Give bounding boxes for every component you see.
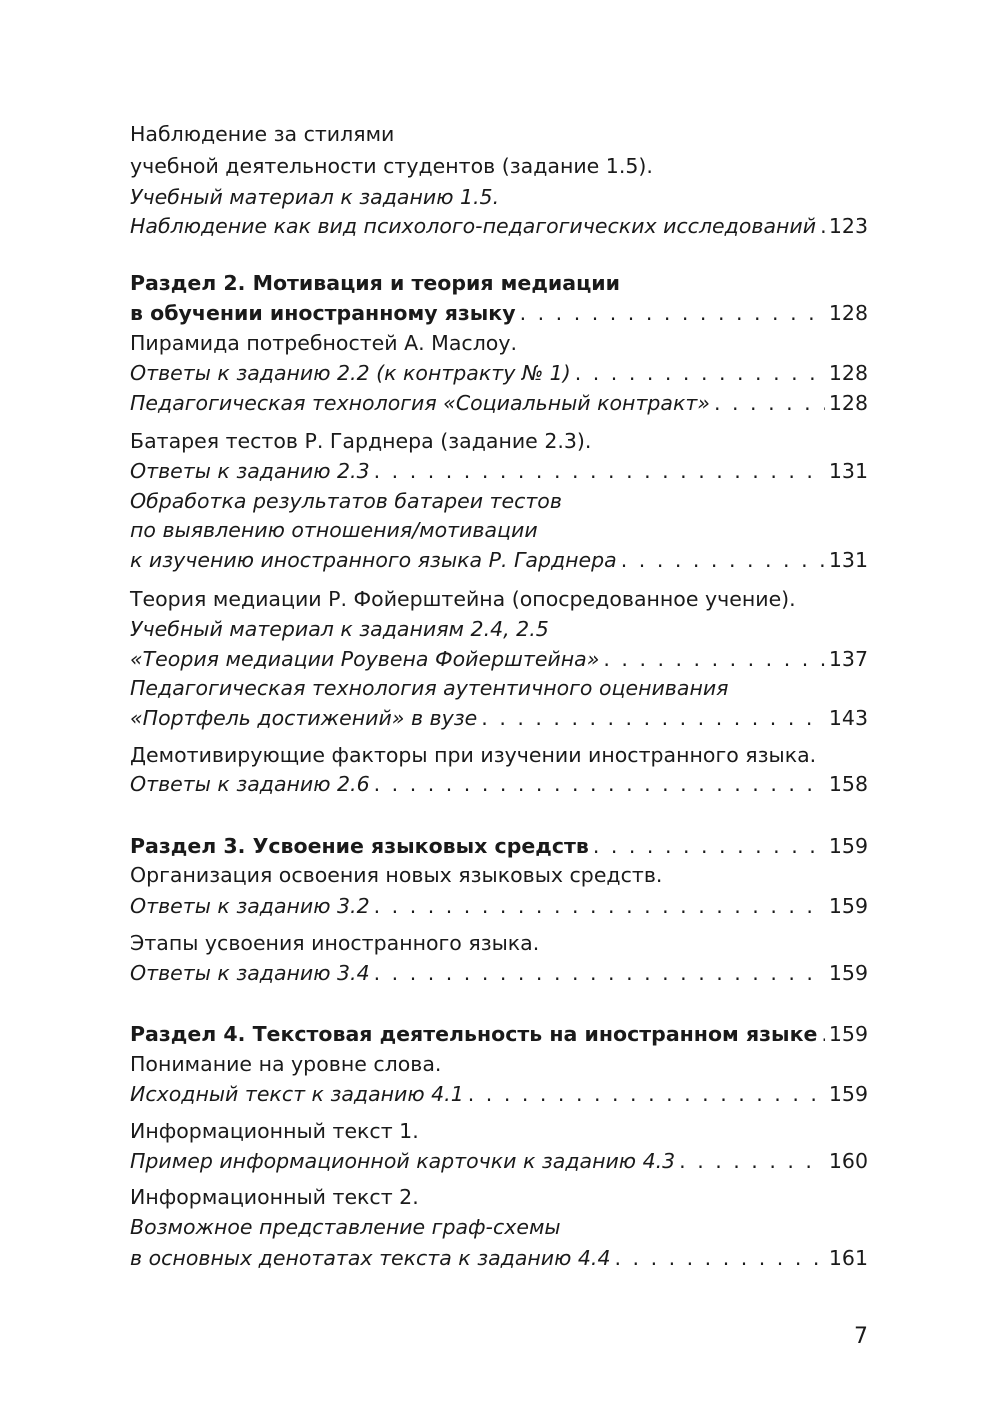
toc-entry: Теория медиации Р. Фойерштейна (опосредованное учение).: [130, 587, 796, 611]
section-heading: Раздел 2. Мотивация и теория медиации: [130, 271, 621, 295]
toc-entry: «Портфель достижений» в вузе . . . 143: [130, 703, 868, 733]
toc-entry: Батарея тестов Р. Гарднера (задание 2.3).: [130, 429, 592, 453]
dot-leader: [468, 1079, 825, 1109]
dot-leader: [603, 644, 824, 674]
toc-entry: к изучению иностранного языка Р. Гарднера . . . 131: [130, 545, 868, 575]
toc-entry: Наблюдение за стилями: [130, 122, 395, 146]
dot-leader: [714, 388, 825, 418]
dot-leader: [374, 769, 825, 799]
page-ref: 159: [828, 894, 868, 918]
dot-leader: [481, 703, 825, 733]
toc-entry: Информационный текст 1.: [130, 1119, 419, 1143]
toc-entry: Исходный текст к заданию 4.1 . . . 159: [130, 1079, 868, 1109]
toc-entry: Учебный материал к заданиям 2.4, 2.5: [130, 617, 549, 641]
section-heading: Раздел 3. Усвоение языковых средств . . . 159: [130, 831, 868, 861]
page-ref: 137: [828, 647, 868, 671]
toc-entry: Этапы усвоения иностранного языка.: [130, 931, 540, 955]
toc-entry: Пример информационной карточки к заданию 4.3 . . . 160: [130, 1146, 868, 1176]
toc-entry: в основных денотатах текста к заданию 4.4 . . . 161: [130, 1243, 868, 1273]
dot-leader: [679, 1146, 825, 1176]
page-ref: 161: [828, 1246, 868, 1270]
toc-entry: Педагогическая технология «Социальный контракт» . . . 128: [130, 388, 868, 418]
toc-entry: Наблюдение как вид психолого-педагогических исследований . . . 123: [130, 211, 868, 241]
page-ref: 159: [828, 1082, 868, 1106]
section-heading: Раздел 4. Текстовая деятельность на иностранном языке . . . 159: [130, 1019, 868, 1049]
toc-entry: Ответы к заданию 2.3 . . . 131: [130, 456, 868, 486]
toc-entry: Учебный материал к заданию 1.5.: [130, 185, 500, 209]
toc-entry: по выявлению отношения/мотивации: [130, 518, 538, 542]
page-ref: 131: [828, 459, 868, 483]
toc-entry: Пирамида потребностей А. Маслоу.: [130, 331, 517, 355]
dot-leader: [821, 1019, 824, 1049]
toc-entry: Ответы к заданию 2.2 (к контракту № 1) . . . 128: [130, 358, 868, 388]
toc-entry: Ответы к заданию 2.6 . . . 158: [130, 769, 868, 799]
toc-entry: Обработка результатов батареи тестов: [130, 489, 562, 513]
toc-entry: «Теория медиации Роувена Фойерштейна» . . . 137: [130, 644, 868, 674]
toc-entry: Организация освоения новых языковых средств.: [130, 863, 663, 887]
page-ref: 131: [828, 548, 868, 572]
toc-entry: учебной деятельности студентов (задание 1.5).: [130, 154, 653, 178]
page-ref: 128: [828, 361, 868, 385]
page-ref: 159: [828, 1022, 868, 1046]
toc-entry: Ответы к заданию 3.2 . . . 159: [130, 891, 868, 921]
dot-leader: [374, 958, 825, 988]
dot-leader: [820, 211, 825, 241]
page-ref: 143: [828, 706, 868, 730]
page-ref: 128: [828, 301, 868, 325]
toc-entry: Понимание на уровне слова.: [130, 1052, 442, 1076]
page-ref: 123: [828, 214, 868, 238]
dot-leader: [593, 831, 825, 861]
section-heading: в обучении иностранному языку . . . 128: [130, 298, 868, 328]
toc-entry: Демотивирующие факторы при изучении иностранного языка.: [130, 743, 817, 767]
page-ref: 128: [828, 391, 868, 415]
toc-entry: Возможное представление граф-схемы: [130, 1215, 561, 1239]
page-ref: 159: [828, 834, 868, 858]
dot-leader: [615, 1243, 825, 1273]
toc-entry: Ответы к заданию 3.4 . . . 159: [130, 958, 868, 988]
toc-entry: Педагогическая технология аутентичного оценивания: [130, 676, 729, 700]
dot-leader: [374, 891, 825, 921]
page-ref: 158: [828, 772, 868, 796]
page-ref: 159: [828, 961, 868, 985]
page-ref: 160: [828, 1149, 868, 1173]
dot-leader: [374, 456, 825, 486]
dot-leader: [520, 298, 825, 328]
dot-leader: [621, 545, 825, 575]
page-number: 7: [854, 1324, 868, 1349]
dot-leader: [575, 358, 825, 388]
toc-entry: Информационный текст 2.: [130, 1185, 419, 1209]
